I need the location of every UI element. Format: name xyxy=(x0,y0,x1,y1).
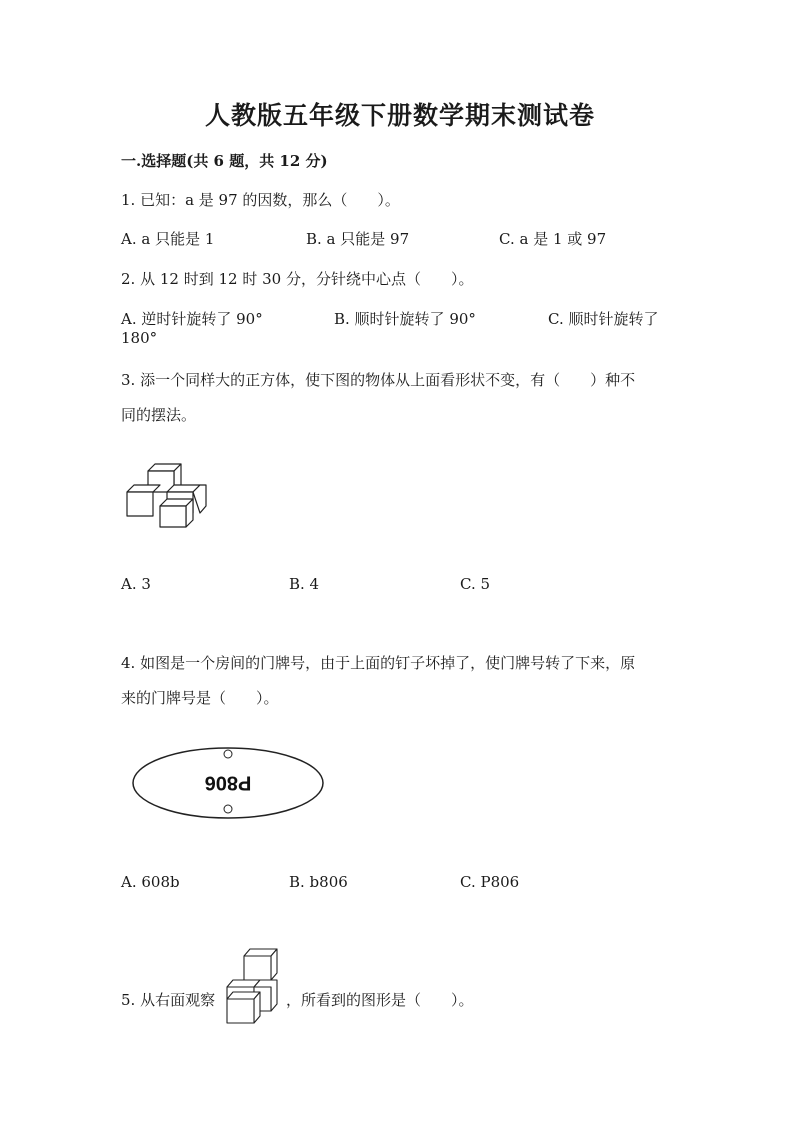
question-2-stem: 2. 从 12 时到 12 时 30 分，分针绕中心点（ ）。 xyxy=(121,270,474,288)
question-2-option-b: B. 顺时针旋转了 90° xyxy=(334,310,476,328)
question-5-stem-after: ，所看到的图形是（ ）。 xyxy=(286,991,474,1009)
question-4-stem-line2: 来的门牌号是（ ）。 xyxy=(121,689,279,707)
question-5-stem-before: 5. 从右面观察 xyxy=(121,991,216,1009)
question-2-option-a: A. 逆时针旋转了 90° xyxy=(121,310,263,328)
question-4-option-a: A. 608b xyxy=(121,873,180,891)
cube-stack-figure xyxy=(120,458,215,533)
question-4-option-b: B. b806 xyxy=(289,873,348,891)
question-2-option-c-continued: 180° xyxy=(121,329,158,347)
question-3-option-c: C. 5 xyxy=(460,575,491,593)
page-title: 人教版五年级下册数学期末测试卷 xyxy=(204,101,595,130)
question-3-stem-line2: 同的摆法。 xyxy=(121,406,197,424)
door-sign-number: P806 xyxy=(204,771,252,794)
section-heading: 一.选择题(共 6 题，共 12 分) xyxy=(121,152,328,170)
question-1-option-a: A. a 只能是 1 xyxy=(121,230,215,248)
cube-cluster-figure xyxy=(219,946,281,1026)
door-sign-figure xyxy=(130,744,330,822)
question-1-stem: 1. 已知：a 是 97 的因数，那么（ ）。 xyxy=(121,191,400,209)
question-4-option-c: C. P806 xyxy=(460,873,520,891)
question-3-option-a: A. 3 xyxy=(121,575,151,593)
question-3-option-b: B. 4 xyxy=(289,575,320,593)
question-4-stem-line1: 4. 如图是一个房间的门牌号，由于上面的钉子坏掉了，使门牌号转了下来，原 xyxy=(121,654,636,672)
question-1-option-b: B. a 只能是 97 xyxy=(306,230,410,248)
question-3-stem-line1: 3. 添一个同样大的正方体，使下图的物体从上面看形状不变，有（ ）种不 xyxy=(121,371,636,389)
question-2-option-c: C. 顺时针旋转了 xyxy=(548,310,659,328)
question-1-option-c: C. a 是 1 或 97 xyxy=(499,230,607,248)
